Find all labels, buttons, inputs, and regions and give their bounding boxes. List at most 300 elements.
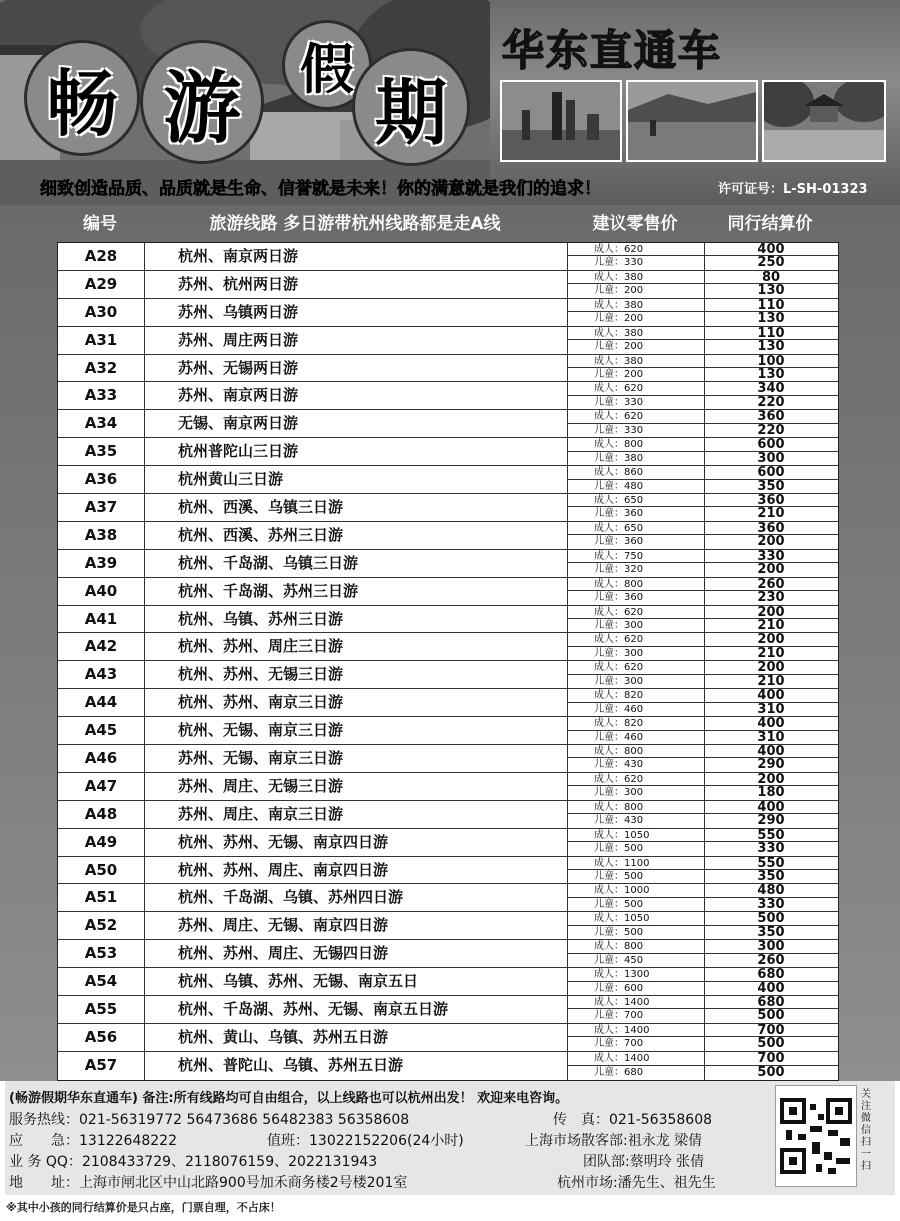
settle-adult-price: 110 (704, 327, 838, 340)
route-code: A50 (58, 857, 145, 884)
retail-price-cell (568, 633, 705, 660)
settle-child-price: 300 (757, 450, 785, 466)
settle-adult-price: 200 (704, 661, 838, 674)
settle-adult-price: 600 (704, 466, 838, 479)
follow-wechat-text: 关注微信扫一扫 (861, 1089, 871, 1172)
route-name: 杭州、黄山、乌镇、苏州五日游 (144, 1024, 568, 1051)
address-value: 上海市闸北区中山北路900号加禾商务楼2号楼201室 (79, 1175, 408, 1191)
route-name: 杭州、千岛湖、苏州三日游 (144, 578, 568, 605)
retail-child-price: 儿童：300 (594, 787, 644, 799)
table-row (58, 327, 838, 355)
header-banner (0, 0, 900, 205)
header-route: 旅游线路 多日游带杭州线路都是走A线 (209, 214, 501, 234)
settle-adult-price: 680 (704, 996, 838, 1009)
settle-child-price: 310 (757, 729, 785, 745)
settle-adult-price: 400 (704, 717, 838, 730)
settle-child-price: 180 (757, 785, 785, 801)
route-code: A37 (58, 494, 145, 521)
wechat-qr-code (775, 1085, 857, 1187)
settle-price-cell (704, 940, 838, 967)
settle-child-price: 130 (757, 311, 785, 327)
settle-child-price: 500 (757, 1036, 785, 1052)
duty-line (267, 1130, 464, 1150)
settle-price-cell (704, 327, 838, 354)
retail-child-price: 儿童：680 (594, 1066, 644, 1078)
retail-price-cell (568, 578, 705, 605)
retail-adult-price: 成人：620 (568, 633, 704, 646)
table-row (58, 243, 838, 271)
route-name: 苏州、周庄两日游 (144, 327, 568, 354)
retail-child-price: 儿童：300 (594, 675, 644, 687)
route-code: A55 (58, 996, 145, 1023)
retail-child-price: 儿童：330 (594, 424, 644, 436)
contact-box (5, 1081, 895, 1195)
retail-price-cell (568, 382, 705, 409)
table-row (58, 606, 838, 634)
retail-child-price: 儿童：500 (594, 898, 644, 910)
table-row (58, 996, 838, 1024)
settle-price-cell (704, 968, 838, 995)
retail-price-cell (568, 996, 705, 1023)
settle-adult-price: 330 (704, 550, 838, 563)
route-name: 杭州、千岛湖、苏州、无锡、南京五日游 (144, 996, 568, 1023)
retail-child-price: 儿童：330 (594, 396, 644, 408)
table-row (58, 912, 838, 940)
settle-child-price: 210 (757, 645, 785, 661)
retail-adult-price: 成人：1100 (568, 857, 704, 870)
retail-adult-price: 成人：1400 (568, 1052, 704, 1066)
table-row (58, 382, 838, 410)
route-code: A35 (58, 438, 145, 465)
settle-child-price: 500 (757, 1008, 785, 1024)
hz-label: 杭州市场: (557, 1175, 618, 1191)
route-name: 苏州、周庄、南京三日游 (144, 801, 568, 828)
table-row (58, 1052, 838, 1080)
retail-child-price: 儿童：500 (594, 926, 644, 938)
retail-child-price: 儿童：320 (594, 564, 644, 576)
settle-price-cell (704, 355, 838, 382)
route-code: A43 (58, 661, 145, 688)
market-value: 祖永龙 梁倩 (627, 1133, 703, 1149)
settle-adult-price: 500 (704, 912, 838, 925)
settle-price-cell (704, 299, 838, 326)
settle-price-cell (704, 1052, 838, 1080)
retail-adult-price: 成人：1050 (568, 829, 704, 842)
brand-char-3: 假 (282, 20, 372, 110)
route-name: 杭州、无锡、南京三日游 (144, 717, 568, 744)
retail-adult-price: 成人：800 (568, 745, 704, 758)
fax-line (553, 1109, 712, 1129)
retail-price-cell (568, 466, 705, 493)
retail-child-price: 儿童：460 (594, 703, 644, 715)
retail-adult-price: 成人：620 (568, 410, 704, 423)
retail-adult-price: 成人：620 (568, 773, 704, 786)
route-code: A28 (58, 243, 145, 270)
settle-child-price: 210 (757, 673, 785, 689)
route-name: 杭州、苏州、无锡三日游 (144, 661, 568, 688)
table-header (57, 209, 837, 239)
route-code: A31 (58, 327, 145, 354)
settle-price-cell (704, 494, 838, 521)
settle-adult-price: 550 (704, 829, 838, 842)
hz-line (557, 1172, 716, 1192)
settle-price-cell (704, 773, 838, 800)
retail-price-cell (568, 355, 705, 382)
route-code: A40 (58, 578, 145, 605)
settle-child-price: 400 (757, 980, 785, 996)
route-code: A38 (58, 522, 145, 549)
retail-price-cell (568, 1024, 705, 1051)
table-row (58, 466, 838, 494)
retail-price-cell (568, 438, 705, 465)
settle-price-cell (704, 829, 838, 856)
retail-child-price: 儿童：700 (594, 1038, 644, 1050)
retail-child-price: 儿童：450 (594, 954, 644, 966)
route-code: A42 (58, 633, 145, 660)
brand-char-1: 畅 (24, 40, 140, 156)
settle-child-price: 220 (757, 394, 785, 410)
retail-price-cell (568, 884, 705, 911)
table-row (58, 438, 838, 466)
retail-price-cell (568, 522, 705, 549)
retail-adult-price: 成人：620 (568, 606, 704, 619)
settle-child-price: 230 (757, 590, 785, 606)
retail-price-cell (568, 410, 705, 437)
hotline-value: 021-56319772 56473686 56482383 56358608 (79, 1112, 410, 1128)
duty-value: 13022152206(24小时) (309, 1133, 464, 1149)
team-line (583, 1151, 704, 1171)
route-code: A51 (58, 884, 145, 911)
header-retail: 建议零售价 (592, 214, 678, 234)
table-row (58, 829, 838, 857)
settle-child-price: 350 (757, 478, 785, 494)
settle-child-price: 330 (757, 841, 785, 857)
retail-child-price: 儿童：700 (594, 1010, 644, 1022)
route-name: 杭州、乌镇、苏州、无锡、南京五日 (144, 968, 568, 995)
retail-adult-price: 成人：1300 (568, 968, 704, 981)
route-name: 苏州、乌镇两日游 (144, 299, 568, 326)
fax-value: 021-56358608 (609, 1112, 713, 1128)
settle-adult-price: 600 (704, 438, 838, 451)
route-name: 杭州、苏州、周庄三日游 (144, 633, 568, 660)
table-row (58, 522, 838, 550)
settle-price-cell (704, 410, 838, 437)
settle-child-price: 350 (757, 869, 785, 885)
settle-price-cell (704, 522, 838, 549)
settle-price-cell (704, 745, 838, 772)
retail-adult-price: 成人：620 (568, 243, 704, 256)
retail-adult-price: 成人：800 (568, 940, 704, 953)
settle-price-cell (704, 606, 838, 633)
fax-label: 传 真： (553, 1112, 609, 1128)
route-name: 杭州、西溪、苏州三日游 (144, 522, 568, 549)
retail-price-cell (568, 606, 705, 633)
retail-price-cell (568, 661, 705, 688)
settle-child-price: 130 (757, 339, 785, 355)
retail-price-cell (568, 1052, 705, 1080)
brand-char-4: 期 (352, 48, 470, 166)
settle-child-price: 310 (757, 701, 785, 717)
photo-garden (762, 80, 886, 162)
settle-price-cell (704, 550, 838, 577)
settle-adult-price: 260 (704, 578, 838, 591)
route-name: 苏州、周庄、无锡三日游 (144, 773, 568, 800)
route-name: 杭州、苏州、无锡、南京四日游 (144, 829, 568, 856)
settle-price-cell (704, 578, 838, 605)
settle-price-cell (704, 438, 838, 465)
route-name: 杭州普陀山三日游 (144, 438, 568, 465)
settle-adult-price: 680 (704, 968, 838, 981)
settle-child-price: 290 (757, 757, 785, 773)
settle-child-price: 200 (757, 562, 785, 578)
route-code: A30 (58, 299, 145, 326)
settle-adult-price: 200 (704, 773, 838, 786)
retail-adult-price: 成人：860 (568, 466, 704, 479)
settle-adult-price: 700 (704, 1024, 838, 1037)
settle-adult-price: 80 (704, 271, 838, 284)
market-line (525, 1130, 702, 1150)
settle-price-cell (704, 884, 838, 911)
table-row (58, 968, 838, 996)
retail-adult-price: 成人：820 (568, 689, 704, 702)
settle-child-price: 220 (757, 422, 785, 438)
settle-adult-price: 550 (704, 857, 838, 870)
route-code: A39 (58, 550, 145, 577)
retail-child-price: 儿童：360 (594, 508, 644, 520)
header-settle: 同行结算价 (727, 214, 813, 234)
settle-adult-price: 340 (704, 382, 838, 395)
slogan: 细致创造品质、品质就是生命、信誉就是未来！你的满意就是我们的追求！ (40, 179, 601, 199)
header-code: 编号 (83, 214, 117, 234)
settle-price-cell (704, 857, 838, 884)
route-name: 苏州、无锡、南京三日游 (144, 745, 568, 772)
duty-label: 值班： (267, 1133, 309, 1149)
retail-child-price: 儿童：330 (594, 257, 644, 269)
settle-price-cell (704, 466, 838, 493)
table-body (57, 242, 839, 1081)
route-code: A56 (58, 1024, 145, 1051)
retail-child-price: 儿童：300 (594, 647, 644, 659)
settle-adult-price: 400 (704, 243, 838, 256)
route-code: A49 (58, 829, 145, 856)
route-name: 苏州、南京两日游 (144, 382, 568, 409)
route-name: 苏州、无锡两日游 (144, 355, 568, 382)
retail-price-cell (568, 494, 705, 521)
settle-child-price: 200 (757, 534, 785, 550)
route-name: 杭州、乌镇、苏州三日游 (144, 606, 568, 633)
retail-adult-price: 成人：650 (568, 522, 704, 535)
retail-child-price: 儿童：430 (594, 815, 644, 827)
retail-adult-price: 成人：650 (568, 494, 704, 507)
settle-price-cell (704, 243, 838, 270)
settle-price-cell (704, 912, 838, 939)
settle-adult-price: 100 (704, 355, 838, 368)
settle-price-cell (704, 717, 838, 744)
settle-adult-price: 700 (704, 1052, 838, 1066)
table-row (58, 299, 838, 327)
route-code: A44 (58, 689, 145, 716)
settle-child-price: 500 (757, 1064, 785, 1080)
route-code: A29 (58, 271, 145, 298)
table-row (58, 271, 838, 299)
retail-child-price: 儿童：500 (594, 843, 644, 855)
table-row (58, 494, 838, 522)
retail-child-price: 儿童：200 (594, 313, 644, 325)
emergency-value: 13122648222 (79, 1133, 177, 1149)
table-row (58, 689, 838, 717)
retail-price-cell (568, 271, 705, 298)
route-name: 杭州、苏州、周庄、无锡四日游 (144, 940, 568, 967)
retail-adult-price: 成人：800 (568, 438, 704, 451)
route-code: A34 (58, 410, 145, 437)
retail-adult-price: 成人：1050 (568, 912, 704, 925)
retail-child-price: 儿童：480 (594, 480, 644, 492)
table-row (58, 410, 838, 438)
retail-price-cell (568, 829, 705, 856)
emergency-label: 应 急： (9, 1133, 79, 1149)
retail-child-price: 儿童：460 (594, 731, 644, 743)
table-row (58, 1024, 838, 1052)
route-code: A47 (58, 773, 145, 800)
retail-adult-price: 成人：1400 (568, 1024, 704, 1037)
route-code: A53 (58, 940, 145, 967)
table-row (58, 578, 838, 606)
address-label: 地 址： (9, 1175, 79, 1191)
table-row (58, 857, 838, 885)
settle-child-price: 330 (757, 896, 785, 912)
retail-price-cell (568, 243, 705, 270)
settle-adult-price: 400 (704, 801, 838, 814)
qq-label: 业 务 QQ： (9, 1154, 82, 1170)
emergency-line (9, 1130, 177, 1150)
route-name: 杭州、苏州、南京三日游 (144, 689, 568, 716)
team-label: 团队部: (583, 1154, 630, 1170)
settle-child-price: 350 (757, 924, 785, 940)
retail-adult-price: 成人：1000 (568, 884, 704, 897)
route-name: 杭州、苏州、周庄、南京四日游 (144, 857, 568, 884)
retail-child-price: 儿童：300 (594, 620, 644, 632)
settle-adult-price: 360 (704, 410, 838, 423)
settle-child-price: 260 (757, 952, 785, 968)
route-name: 杭州、西溪、乌镇三日游 (144, 494, 568, 521)
settle-adult-price: 400 (704, 689, 838, 702)
route-name: 杭州、千岛湖、乌镇三日游 (144, 550, 568, 577)
settle-price-cell (704, 633, 838, 660)
route-code: A54 (58, 968, 145, 995)
table-row (58, 884, 838, 912)
hotline-line (9, 1109, 409, 1129)
settle-adult-price: 110 (704, 299, 838, 312)
qq-line (9, 1151, 377, 1171)
settle-price-cell (704, 382, 838, 409)
brand-char-2: 游 (140, 40, 264, 164)
settle-adult-price: 200 (704, 633, 838, 646)
settle-price-cell (704, 801, 838, 828)
license-number: 许可证号：L-SH-01323 (718, 182, 868, 197)
retail-adult-price: 成人：380 (568, 327, 704, 340)
retail-adult-price: 成人：620 (568, 661, 704, 674)
retail-child-price: 儿童：600 (594, 982, 644, 994)
settle-price-cell (704, 689, 838, 716)
retail-price-cell (568, 773, 705, 800)
settle-adult-price: 400 (704, 745, 838, 758)
route-name: 杭州、普陀山、乌镇、苏州五日游 (144, 1052, 568, 1080)
settle-adult-price: 480 (704, 884, 838, 897)
settle-adult-price: 360 (704, 522, 838, 535)
header-title: 华东直通车 (502, 26, 723, 75)
settle-price-cell (704, 1024, 838, 1051)
table-row (58, 773, 838, 801)
route-code: A46 (58, 745, 145, 772)
route-name: 杭州、千岛湖、乌镇、苏州四日游 (144, 884, 568, 911)
hz-value: 潘先生、祖先生 (617, 1175, 716, 1191)
settle-price-cell (704, 271, 838, 298)
retail-child-price: 儿童：200 (594, 341, 644, 353)
retail-adult-price: 成人：380 (568, 355, 704, 368)
retail-child-price: 儿童：200 (594, 369, 644, 380)
route-code: A32 (58, 355, 145, 382)
table-row (58, 355, 838, 383)
table-row (58, 661, 838, 689)
retail-adult-price: 成人：800 (568, 801, 704, 814)
photo-city-skyline (500, 80, 622, 162)
retail-price-cell (568, 801, 705, 828)
retail-adult-price: 成人：380 (568, 299, 704, 312)
route-name: 无锡、南京两日游 (144, 410, 568, 437)
retail-price-cell (568, 968, 705, 995)
settle-price-cell (704, 996, 838, 1023)
table-row (58, 801, 838, 829)
retail-price-cell (568, 327, 705, 354)
settle-child-price: 210 (757, 506, 785, 522)
route-name: 杭州、南京两日游 (144, 243, 568, 270)
hotline-label: 服务热线： (9, 1112, 79, 1128)
table-row (58, 550, 838, 578)
settle-child-price: 130 (757, 367, 785, 382)
qq-value: 2108433729、2118076159、2022131943 (81, 1154, 378, 1170)
team-value: 蔡明玲 张倩 (629, 1154, 705, 1170)
address-line (9, 1172, 407, 1192)
retail-child-price: 儿童：430 (594, 759, 644, 771)
retail-price-cell (568, 940, 705, 967)
retail-adult-price: 成人：620 (568, 382, 704, 395)
settle-child-price: 130 (757, 283, 785, 299)
route-name: 杭州黄山三日游 (144, 466, 568, 493)
table-row (58, 745, 838, 773)
retail-child-price: 儿童：380 (594, 452, 644, 464)
table-row (58, 940, 838, 968)
settle-child-price: 290 (757, 813, 785, 829)
route-code: A36 (58, 466, 145, 493)
route-code: A33 (58, 382, 145, 409)
retail-child-price: 儿童：500 (594, 871, 644, 883)
retail-price-cell (568, 745, 705, 772)
settle-child-price: 250 (757, 255, 785, 271)
table-row (58, 633, 838, 661)
route-code: A52 (58, 912, 145, 939)
settle-child-price: 210 (757, 618, 785, 634)
route-price-table (0, 205, 900, 1081)
retail-child-price: 儿童：360 (594, 592, 644, 604)
route-name: 苏州、杭州两日游 (144, 271, 568, 298)
retail-price-cell (568, 550, 705, 577)
retail-adult-price: 成人：1400 (568, 996, 704, 1009)
retail-child-price: 儿童：200 (594, 285, 644, 297)
settle-adult-price: 200 (704, 606, 838, 619)
route-code: A45 (58, 717, 145, 744)
retail-price-cell (568, 717, 705, 744)
settle-adult-price: 300 (704, 940, 838, 953)
